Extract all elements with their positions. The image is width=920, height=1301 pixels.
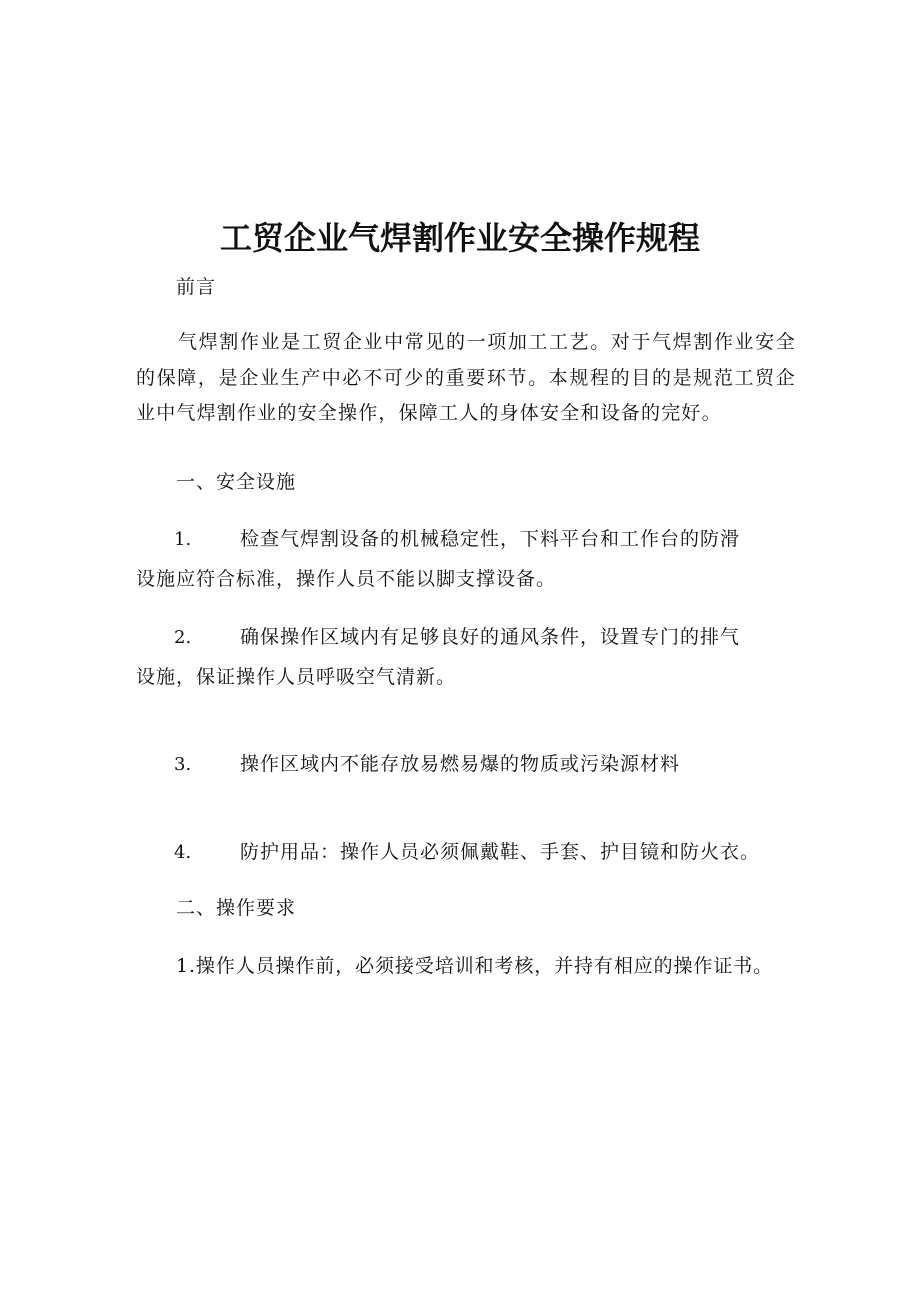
section-1-item-1-continuation: 设施应符合标准，操作人员不能以脚支撑设备。 <box>136 568 557 590</box>
section-1-item-4-number: 4. <box>174 842 192 863</box>
section-1-item-2-continuation: 设施，保证操作人员呼吸空气清新。 <box>136 666 457 688</box>
section-1-item-3-number: 3. <box>174 754 192 775</box>
preface-paragraph: 气焊割作业是工贸企业中常见的一项加工工艺。对于气焊割作业安全的保障，是企业生产中必不可少的重要环节。本规程的目的是规范工贸企业中气焊割作业的安全操作，保障工人的身体安全和设备的完好。 <box>136 331 796 424</box>
section-1-item-3-text: 操作区域内不能存放易燃易爆的物质或污染源材料 <box>240 753 681 775</box>
document-title: 工贸企业气焊割作业安全操作规程 <box>219 219 700 257</box>
section-1-item-2-text: 确保操作区域内有足够良好的通风条件，设置专门的排气 <box>240 626 741 648</box>
section-1-item-1-text: 检查气焊割设备的机械稳定性，下料平台和工作台的防滑 <box>240 528 741 550</box>
section-1-item-2-number: 2. <box>174 627 192 648</box>
section-1-item-4-text: 防护用品：操作人员必须佩戴鞋、手套、护目镜和防火衣。 <box>240 841 761 863</box>
section-2-item-1: 1.操作人员操作前，必须接受培训和考核，并持有相应的操作证书。 <box>176 955 774 977</box>
section-1-item-1-number: 1. <box>174 529 192 550</box>
section-1-heading: 一、安全设施 <box>176 471 297 493</box>
preface-heading: 前言 <box>176 276 217 298</box>
section-2-heading: 二、操作要求 <box>176 897 297 919</box>
